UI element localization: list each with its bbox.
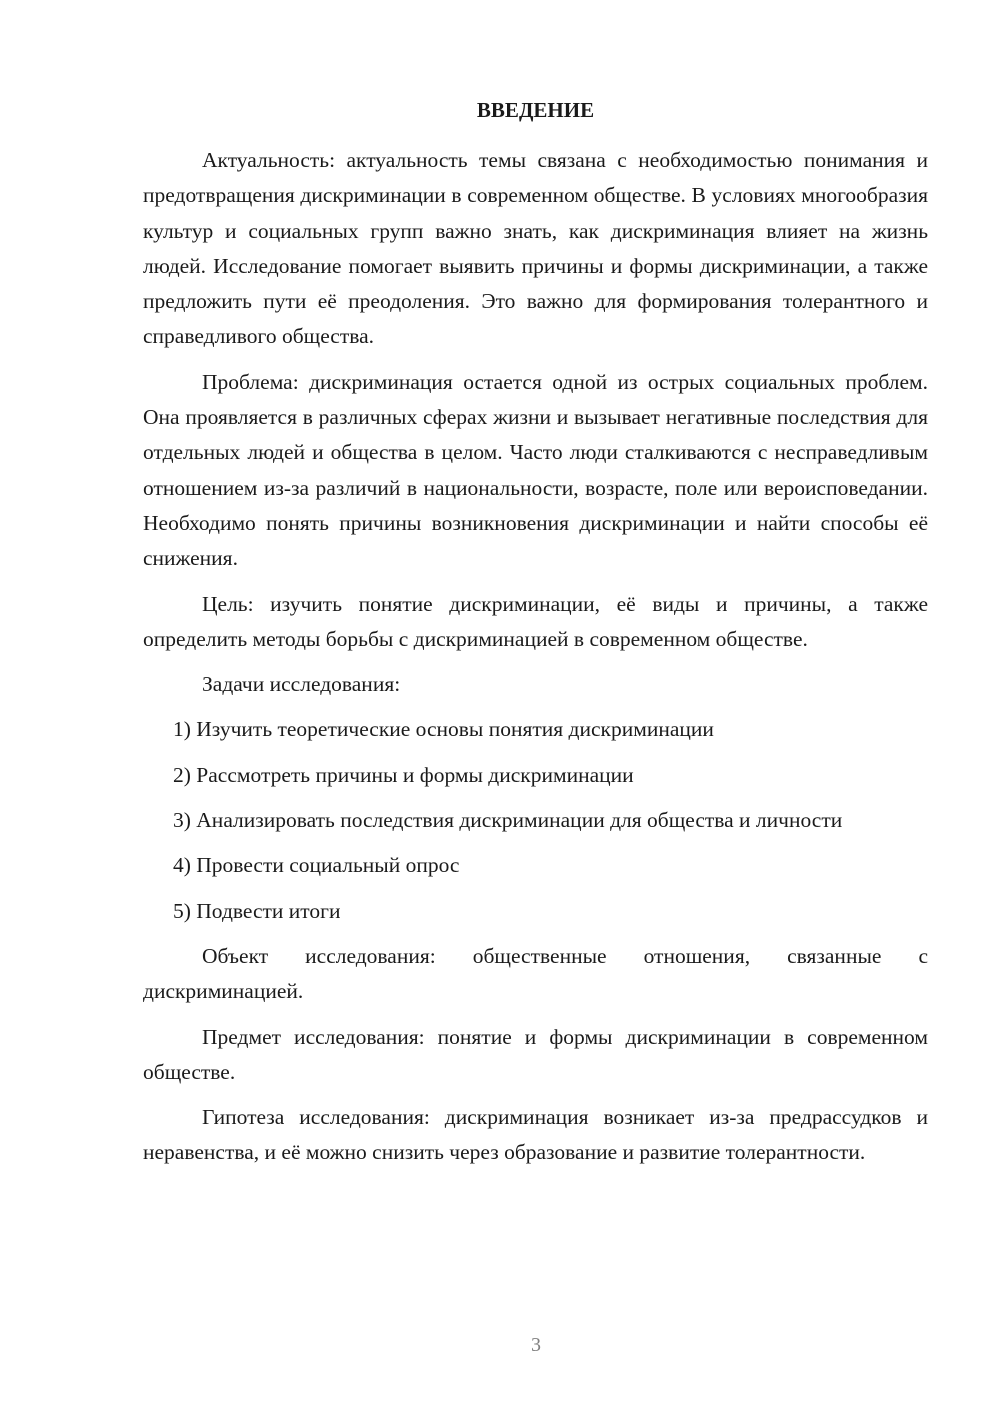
- relevance-paragraph: Актуальность: актуальность темы связана с необходимостью понимания и предотвращения дискриминации в современном обществе. В условиях многообразия культур и социальных групп важно знать, как дискриминация влияет на жизнь людей. Исследование помогает выявить причины и формы дискриминации, а также предложить пути её преодоления. Это важно для формирования толерантного и справедливого общества.: [143, 148, 928, 349]
- section-title: ВВЕДЕНИЕ: [476, 98, 595, 122]
- object-paragraph: Объект исследования: общественные отношения, связанные с дискриминацией.: [143, 943, 928, 1004]
- task-item-5: 5) Подвести итоги: [173, 898, 341, 923]
- tasks-heading: Задачи исследования:: [202, 672, 401, 697]
- goal-paragraph: Цель: изучить понятие дискриминации, её виды и причины, а также определить методы борьбы с дискриминацией в современном обществе.: [143, 591, 928, 651]
- subject-paragraph: Предмет исследования: понятие и формы дискриминации в современном обществе.: [143, 1024, 928, 1084]
- page-content: [143, 96, 928, 1171]
- task-item-4: 4) Провести социальный опрос: [173, 853, 460, 878]
- page-number: 3: [531, 1334, 541, 1356]
- hypothesis-paragraph: Гипотеза исследования: дискриминация возникает из-за предрассудков и неравенства, и её можно снизить через образование и развитие толерантности.: [143, 1105, 928, 1165]
- task-item-2: 2) Рассмотреть причины и формы дискриминации: [173, 762, 634, 787]
- problem-paragraph: Проблема: дискриминация остается одной из острых социальных проблем. Она проявляется в различных сферах жизни и вызывает негативные последствия для отдельных людей и общества в целом. Часто люди сталкиваются с несправедливым отношением из-за различий в национальности, возрасте, поле или вероисповедании. Необходимо понять причины возникновения дискриминации и найти способы её снижения.: [143, 369, 928, 571]
- task-item-3: 3) Анализировать последствия дискриминации для общества и личности: [173, 808, 843, 833]
- task-item-1: 1) Изучить теоретические основы понятия дискриминации: [173, 717, 714, 742]
